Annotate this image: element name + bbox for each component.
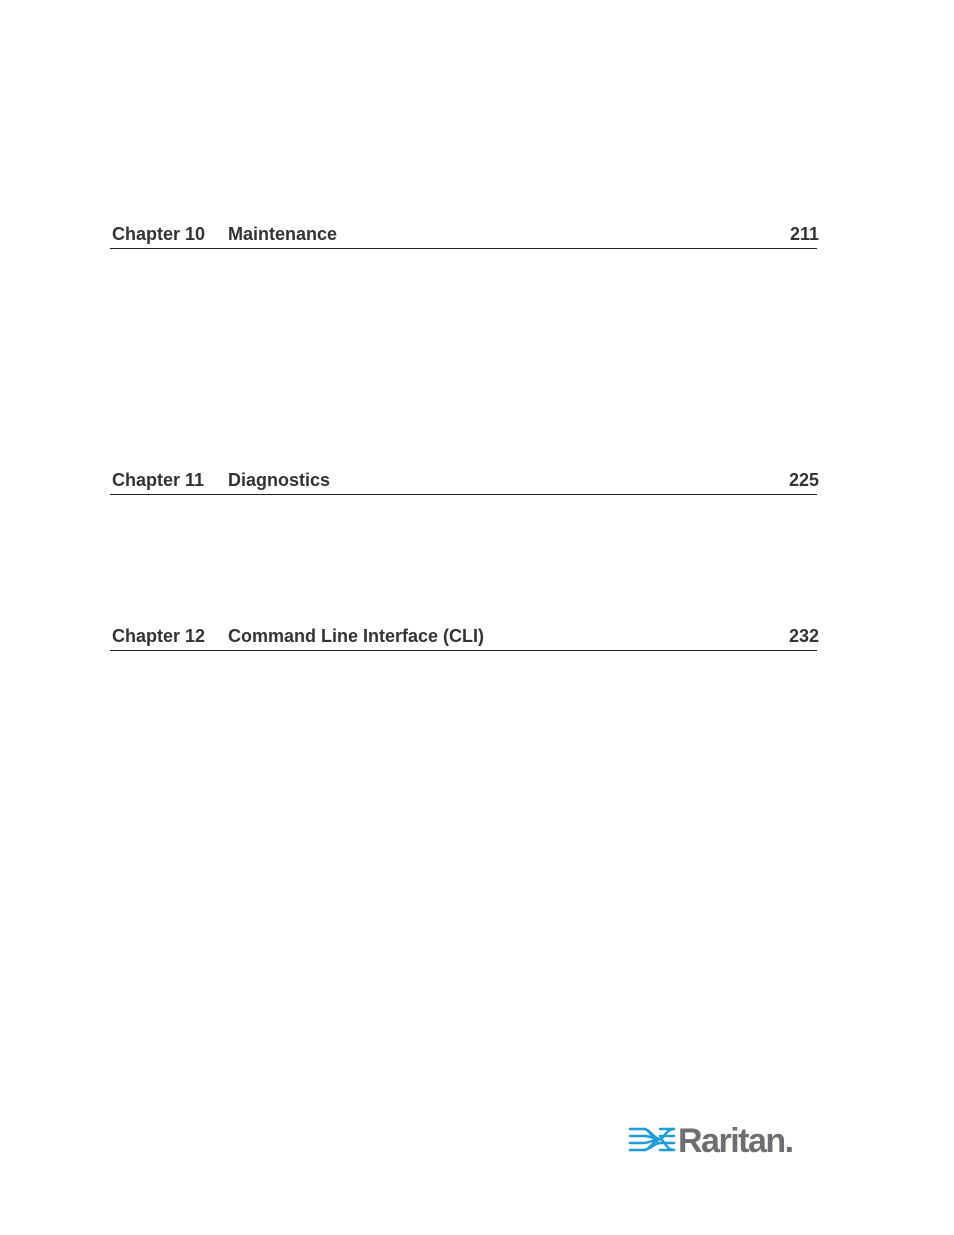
chapter-title: Diagnostics [228,470,331,490]
raritan-logo [628,1122,794,1160]
chapter-page-number: 225 [788,470,819,490]
chapter-page-number: 232 [788,626,819,646]
raritan-logo-text: Raritan. [678,1122,793,1160]
chapter-number: Chapter 10 [112,224,206,244]
raritan-logo-icon [628,1124,676,1158]
toc-entry-chapter-11[interactable] [110,470,817,495]
chapter-number: Chapter 11 [112,470,205,490]
toc-entry-chapter-12[interactable] [110,626,817,651]
chapter-title: Command Line Interface (CLI) [228,626,485,646]
chapter-page-number: 211 [789,224,819,244]
toc-entry-chapter-10[interactable] [110,224,817,249]
chapter-title: Maintenance [228,224,338,244]
chapter-number: Chapter 12 [112,626,206,646]
